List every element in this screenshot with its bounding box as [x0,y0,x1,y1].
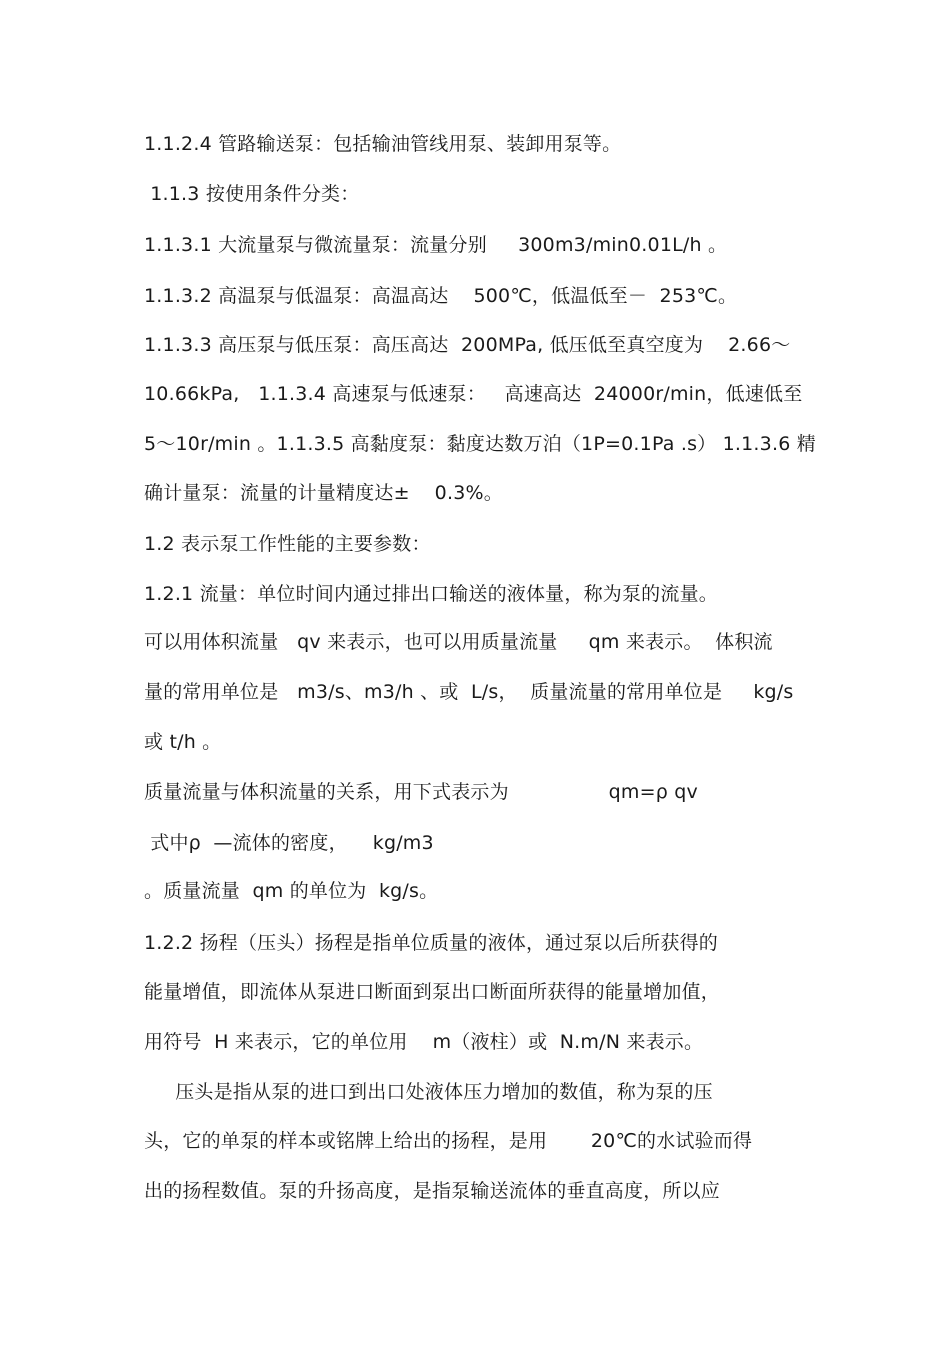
text-line: 1.2.2 扬程（压头）扬程是指单位质量的液体，通过泵以后所获得的 [144,932,718,954]
text-line: 1.1.2.4 管路输送泵：包括输油管线用泵、装卸用泵等。 [144,133,622,155]
text-line: 确计量泵：流量的计量精度达± 0.3%。 [144,482,503,504]
text-line: 1.1.3 按使用条件分类： [144,183,360,205]
text-line: 头，它的单泵的样本或铭牌上给出的扬程，是用 20℃的水试验而得 [144,1130,753,1152]
text-line: 压头是指从泵的进口到出口处液体压力增加的数值，称为泵的压 [144,1081,713,1103]
section-heading: 1.2 表示泵工作性能的主要参数： [144,533,431,555]
text-line: 出的扬程数值。泵的升扬高度，是指泵输送流体的垂直高度，所以应 [144,1180,721,1202]
text-line: 。质量流量 qm 的单位为 kg/s。 [144,880,439,902]
text-line: 或 t/h 。 [144,731,222,753]
text-line: 1.2.1 流量：单位时间内通过排出口输送的液体量，称为泵的流量。 [144,583,718,605]
text-line: 1.1.3.3 高压泵与低压泵：高压高达 200MPa, 低压低至真空度为 2.66～ [144,334,791,356]
formula-line: 质量流量与体积流量的关系，用下式表示为 qm=ρ qv [144,781,698,803]
text-line: 量的常用单位是 m3/s、m3/h 、或 L/s， 质量流量的常用单位是 kg/s [144,681,794,703]
text-line: 1.1.3.1 大流量泵与微流量泵：流量分别 300m3/min0.01L/h 。 [144,234,728,256]
text-line: 10.66kPa, 1.1.3.4 高速泵与低速泵： 高速高达 24000r/min，低速低至 [144,383,803,405]
text-line: 可以用体积流量 qv 来表示，也可以用质量流量 qm 来表示。 体积流 [144,631,773,653]
text-line: 式中ρ —流体的密度， kg/m3 [144,832,434,854]
text-line: 能量增值，即流体从泵进口断面到泵出口断面所获得的能量增加值， [144,981,721,1003]
text-line: 1.1.3.2 高温泵与低温泵：高温高达 500℃，低温低至－ 253℃。 [144,285,738,307]
text-line: 5～10r/min 。1.1.3.5 高黏度泵：黏度达数万泊（1P=0.1Pa .s） 1.1.3.6 精 [144,433,816,455]
text-line: 用符号 H 来表示，它的单位用 m（液柱）或 N.m/N 来表示。 [144,1031,704,1053]
